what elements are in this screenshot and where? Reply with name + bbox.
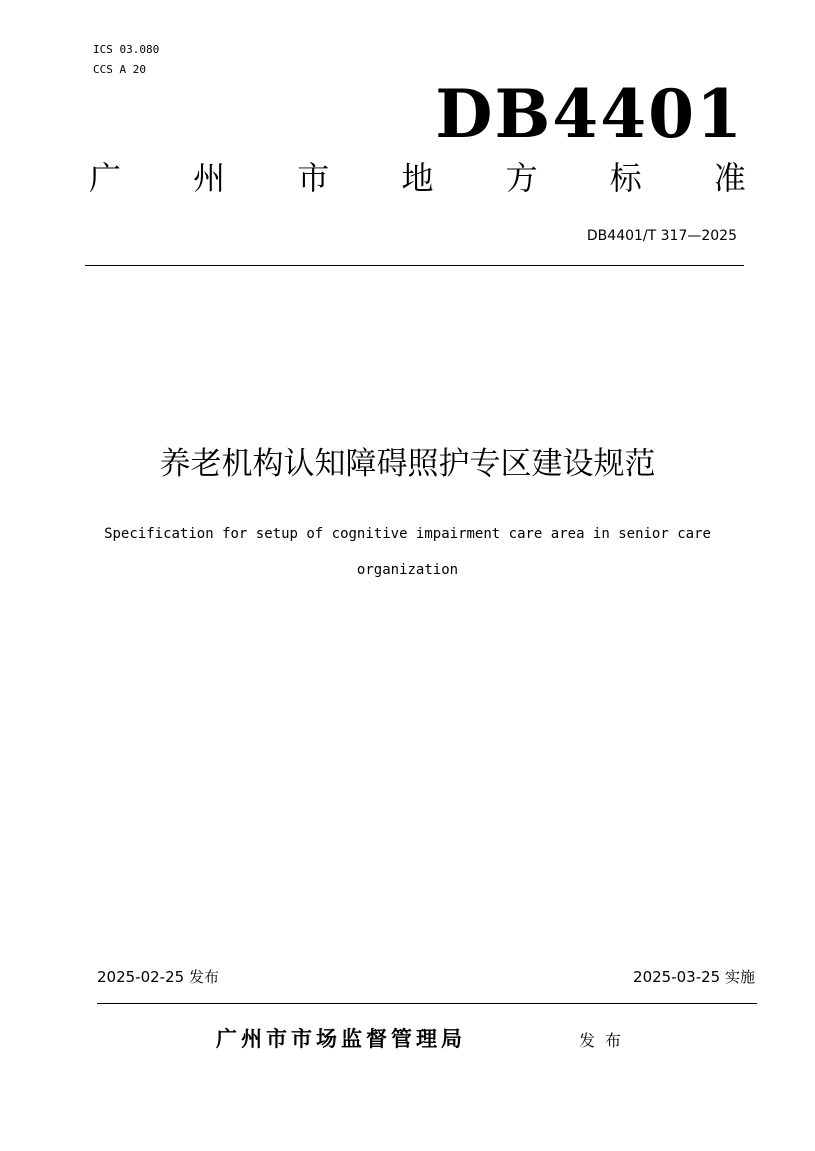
issue-date: 2025-02-25 发布	[97, 968, 219, 986]
document-title-english-line-2: organization	[356, 562, 459, 578]
standard-type-char: 广	[88, 159, 121, 197]
publish-label: 发布	[579, 1031, 632, 1050]
standard-type-char: 方	[505, 159, 538, 197]
footer-divider	[97, 1003, 757, 1004]
document-title-english-line-1: Specification for setup of cognitive impairment care area in senior care	[104, 526, 711, 542]
ccs-code: CCS A 20	[93, 63, 146, 76]
standard-type-char: 地	[401, 159, 434, 197]
standard-mark: DB4401	[435, 75, 744, 153]
header-divider	[85, 265, 744, 266]
standard-type-char: 州	[193, 159, 226, 197]
ics-code: ICS 03.080	[93, 43, 160, 56]
implementation-date: 2025-03-25 实施	[633, 968, 755, 986]
standard-type-char: 标	[609, 159, 642, 197]
publisher-name: 广州市市场监督管理局	[216, 1027, 466, 1051]
standard-type-char: 准	[713, 159, 746, 197]
standard-type-heading	[85, 156, 750, 200]
document-title-chinese: 养老机构认知障碍照护专区建设规范	[159, 446, 656, 482]
standard-type-char: 市	[297, 159, 330, 197]
standard-number: DB4401/T 317—2025	[586, 228, 737, 244]
